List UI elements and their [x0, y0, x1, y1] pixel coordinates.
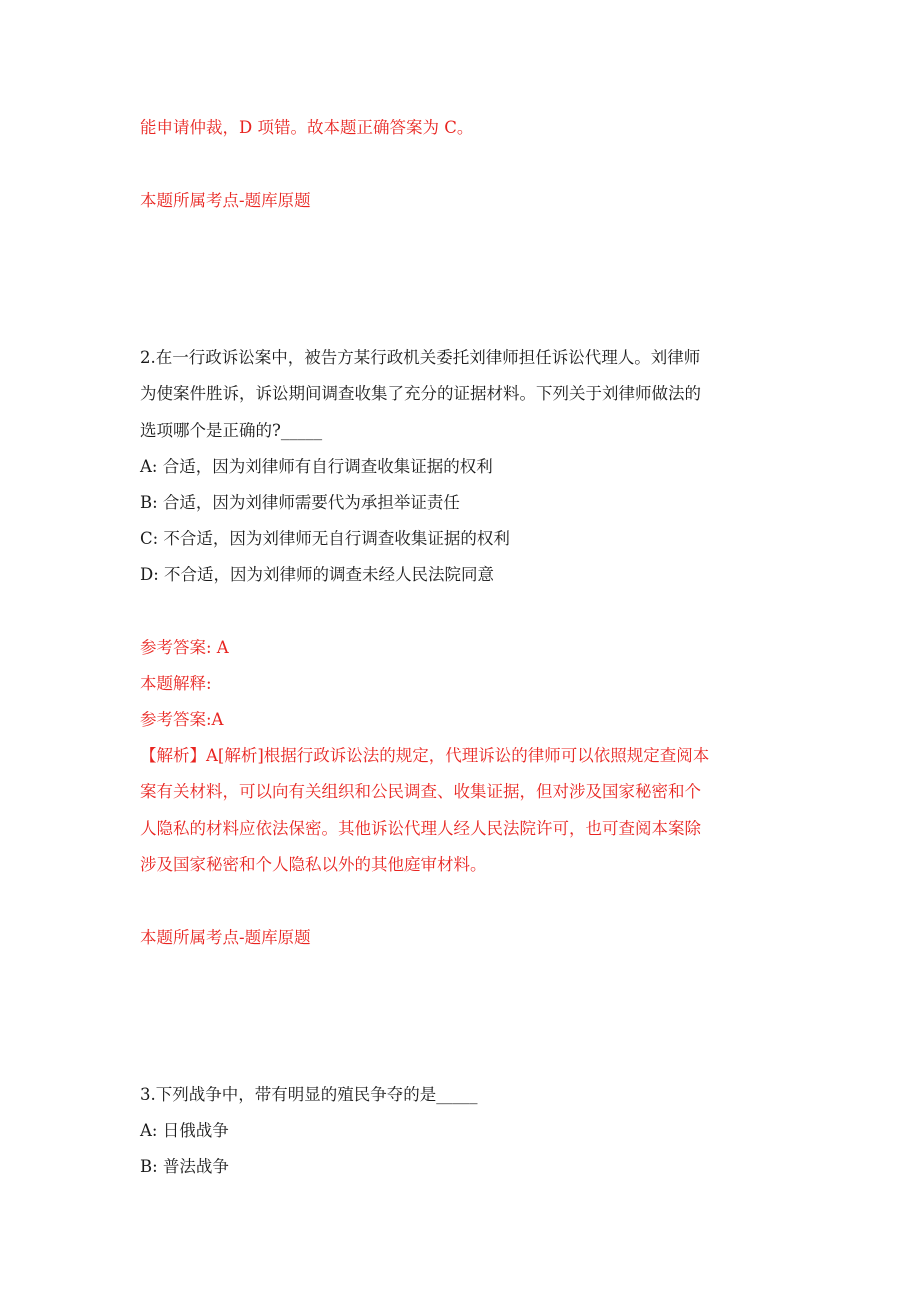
q2-analysis-line-3: 人隐私的材料应依法保密。其他诉讼代理人经人民法院许可，也可查阅本案除: [140, 819, 701, 838]
q3-option-a: A: 日俄战争: [140, 1121, 229, 1140]
q2-stem-line-3: 选项哪个是正确的?_____: [140, 421, 323, 440]
prev-explanation-tail: 能申请仲裁，D 项错。故本题正确答案为 C。: [140, 118, 474, 137]
q2-option-c: C: 不合适，因为刘律师无自行调查收集证据的权利: [140, 529, 510, 548]
q2-stem-line-1: 2.在一行政诉讼案中，被告方某行政机关委托刘律师担任诉讼代理人。刘律师: [140, 348, 701, 367]
q3-option-b: B: 普法战争: [140, 1157, 229, 1176]
q2-stem-line-2: 为使案件胜诉，诉讼期间调查收集了充分的证据材料。下列关于刘律师做法的: [140, 384, 701, 403]
q3-stem: 3.下列战争中，带有明显的殖民争夺的是_____: [140, 1085, 478, 1104]
q2-option-d: D: 不合适，因为刘律师的调查未经人民法院同意: [140, 565, 495, 584]
q2-analysis-line-2: 案有关材料，可以向有关组织和公民调查、收集证据，但对涉及国家秘密和个: [140, 782, 701, 801]
q2-answer-repeat: 参考答案:A: [140, 710, 224, 729]
q2-source-note: 本题所属考点-题库原题: [140, 928, 311, 947]
q2-analysis-line-4: 涉及国家秘密和个人隐私以外的其他庭审材料。: [140, 855, 487, 874]
q2-answer: 参考答案: A: [140, 638, 229, 657]
q2-analysis-line-1: 【解析】A[解析]根据行政诉讼法的规定，代理诉讼的律师可以依照规定查阅本: [140, 746, 710, 765]
prev-source-note: 本题所属考点-题库原题: [140, 191, 311, 210]
q2-option-b: B: 合适，因为刘律师需要代为承担举证责任: [140, 493, 460, 512]
q2-option-a: A: 合适，因为刘律师有自行调查收集证据的权利: [140, 457, 493, 476]
q2-explanation-heading: 本题解释:: [140, 674, 212, 693]
